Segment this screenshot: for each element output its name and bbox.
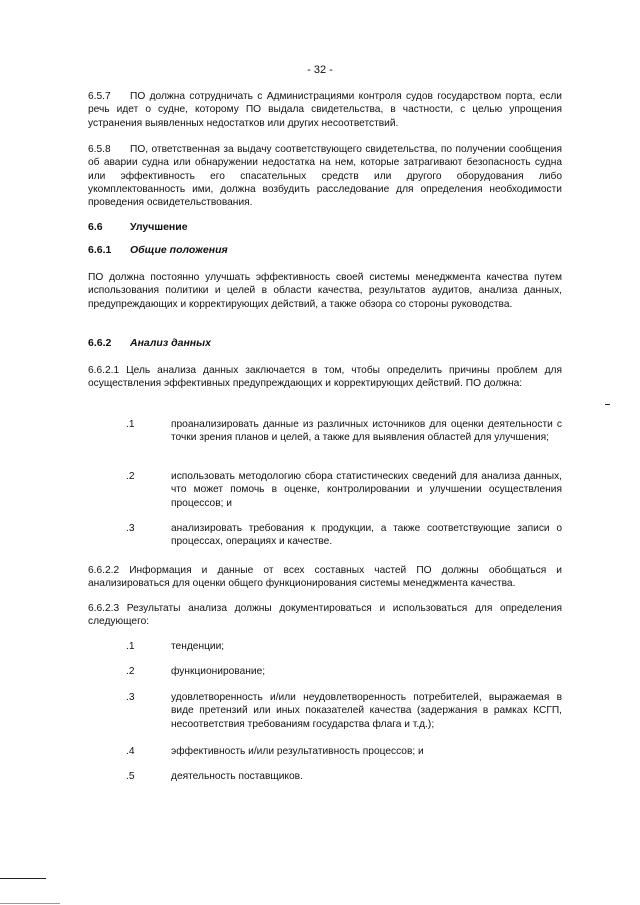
list-item-number: .4 bbox=[126, 746, 135, 757]
heading-6-6-1 bbox=[88, 244, 228, 256]
paragraph-text: ПО, ответственная за выдачу соответствующего свидетельства, по получении сообщения об аварии судна или обнаружении недостатка на нем, которые затрагивают безопасность судна или эффективность его спасательных средств или другого оборудования либо укомплектованность ими, должна возбудить расследование для определения необходимости проведения освидетельствования. bbox=[88, 144, 562, 209]
scan-edge-line bbox=[0, 903, 60, 904]
footnote-rule bbox=[0, 878, 46, 879]
paragraph-6-5-7 bbox=[88, 90, 562, 130]
heading-number: 6.6.1 bbox=[88, 244, 112, 256]
list-item-text: удовлетворенность и/или неудовлетворенность потребителей, выражаемая в виде претензий или иных показателей качества (задержания в рамках КСГП, несоответствия требованиям государства флага и т.д.); bbox=[171, 692, 562, 730]
scan-speck bbox=[605, 404, 610, 405]
heading-6-6-2 bbox=[88, 337, 211, 349]
paragraph-6-6-1: ПО должна постоянно улучшать эффективность своей системы менеджмента качества путем использования политики и целей в области качества, результатов аудитов, анализа данных, предупреждающих и корректирующих действий, а также обзора со стороны руководства. bbox=[88, 272, 562, 310]
list-item-text: анализировать требования к продукции, а также соответствующие записи о процессах, операциях и качестве. bbox=[171, 523, 562, 548]
heading-text: Анализ данных bbox=[130, 337, 211, 349]
list-item-text: использовать методологию сбора статистических сведений для анализа данных, что может помочь в оценке, контролировании и улучшении осуществления процессов; и bbox=[171, 471, 562, 509]
list-item-text: деятельность поставщиков. bbox=[171, 771, 303, 782]
paragraph-text: ПО должна сотрудничать с Администрациями контроля судов государством порта, если речь идет о судне, которому ПО выдала свидетельства, в частности, с целью упрощения устранения выявленных недостатков или других несоответствий. bbox=[88, 91, 562, 129]
paragraph-number: 6.5.7 bbox=[88, 91, 111, 102]
heading-text: Улучшение bbox=[130, 221, 188, 233]
paragraph-6-6-2-1: 6.6.2.1 Цель анализа данных заключается в том, чтобы определить причины проблем для осуществления эффективных предупреждающих и корректирующих действий. ПО должна: bbox=[88, 365, 562, 390]
list-item-number: .2 bbox=[126, 666, 135, 677]
list-item-number: .5 bbox=[126, 771, 135, 782]
list-item-number: .3 bbox=[126, 692, 135, 703]
paragraph-6-6-2-2: 6.6.2.2 Информация и данные от всех составных частей ПО должны обобщаться и анализироваться для оценки общего функционирования системы менеджмента качества. bbox=[88, 565, 562, 590]
list-item-number: .1 bbox=[126, 419, 135, 430]
list-item-number: .1 bbox=[126, 641, 135, 652]
list-item-text: функционирование; bbox=[171, 666, 266, 677]
list-item-number: .2 bbox=[126, 471, 135, 482]
paragraph-6-5-8 bbox=[88, 143, 562, 209]
list-item-text: проанализировать данные из различных источников для оценки деятельности с точки зрения планов и целей, а также для выявления областей для улучшения; bbox=[171, 419, 562, 444]
list-item-number: .3 bbox=[126, 523, 135, 534]
paragraph-number: 6.5.8 bbox=[88, 144, 111, 155]
list-item-text: тенденции; bbox=[171, 641, 225, 652]
heading-text: Общие положения bbox=[130, 244, 228, 256]
heading-number: 6.6 bbox=[88, 221, 103, 233]
list-item-text: эффективность и/или результативность процессов; и bbox=[171, 746, 424, 757]
page-number: - 32 - bbox=[307, 64, 333, 76]
heading-number: 6.6.2 bbox=[88, 337, 112, 349]
heading-6-6 bbox=[88, 221, 188, 233]
paragraph-6-6-2-3: 6.6.2.3 Результаты анализа должны документироваться и использоваться для определения следующего: bbox=[88, 603, 562, 628]
